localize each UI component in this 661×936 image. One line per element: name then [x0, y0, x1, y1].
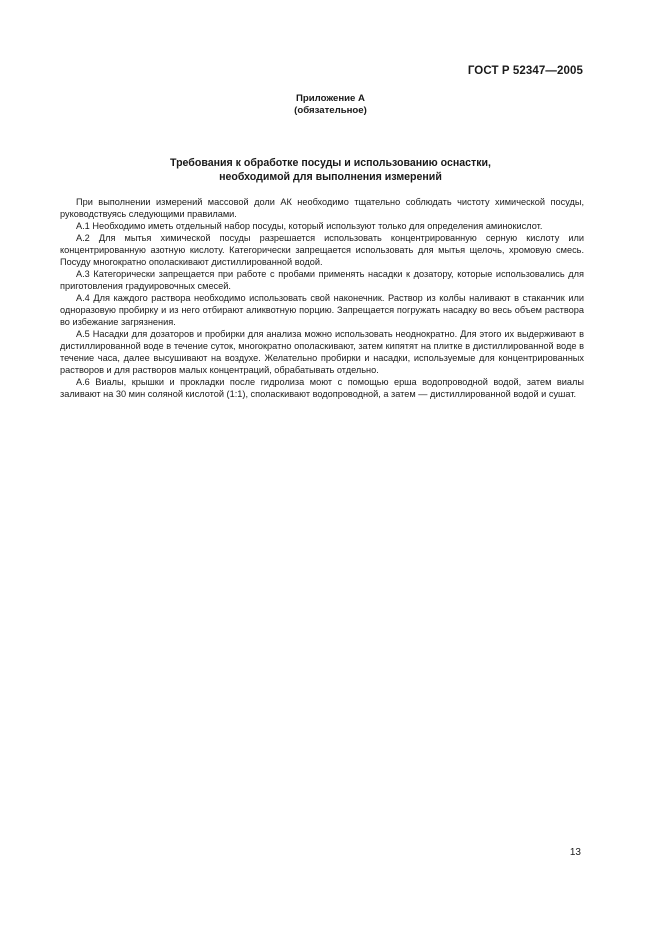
clause-a4: А.4 Для каждого раствора необходимо использовать свой наконечник. Раствор из колбы наливают в стаканчик или одноразовую пробирку и из него отбирают аликвотную порцию. Запрещается погружать насадку во весь объем раствора во избежание загрязнения. — [60, 293, 584, 327]
section-title-line-2: необходимой для выполнения измерений — [219, 171, 442, 183]
clause-a3: А.3 Категорически запрещается при работе с пробами применять насадки к дозатору, которые использовались для приготовления градуировочных смесей. — [60, 269, 584, 291]
clause-a1: А.1 Необходимо иметь отдельный набор посуды, который используют только для определения аминокислот. — [76, 221, 543, 231]
section-title — [0, 156, 661, 184]
standard-code: ГОСТ Р 52347—2005 — [467, 65, 583, 77]
body-text — [60, 196, 584, 400]
intro-paragraph: При выполнении измерений массовой доли АК необходимо тщательно соблюдать чистоту химической посуды, руководствуясь следующими правилами. — [60, 197, 584, 219]
appendix-status: (обязательное) — [294, 105, 367, 116]
clause-a5: А.5 Насадки для дозаторов и пробирки для анализа можно использовать неоднократно. Для этого их выдерживают в дистиллированной воде в течение суток, многократно ополаскивают, затем кипятят на плитке в дистиллированной воде в течение часа, далее высушивают на воздухе. Желательно пробирки и насадки, используемые для концентрированных растворов и для растворов малых концентраций, обрабатывать отдельно. — [60, 329, 584, 375]
clause-a6: А.6 Виалы, крышки и прокладки после гидролиза моют с помощью ерша водопроводной водой, затем виалы заливают на 30 мин соляной кислотой (1:1), споласкивают водопроводной, а затем — дистиллированной водой и сушат. — [60, 377, 584, 399]
page-number: 13 — [569, 847, 581, 858]
appendix-heading — [0, 93, 661, 117]
clause-a2: А.2 Для мытья химической посуды разрешается использовать концентрированную серную кислоту или концентрированную азотную кислоту. Категорически запрещается использовать для мытья щелочь, хромовую смесь. Посуду многократно ополаскивают дистиллированной водой. — [60, 233, 584, 267]
section-title-line-1: Требования к обработке посуды и использованию оснастки, — [170, 157, 491, 169]
appendix-title: Приложение А — [296, 93, 365, 104]
